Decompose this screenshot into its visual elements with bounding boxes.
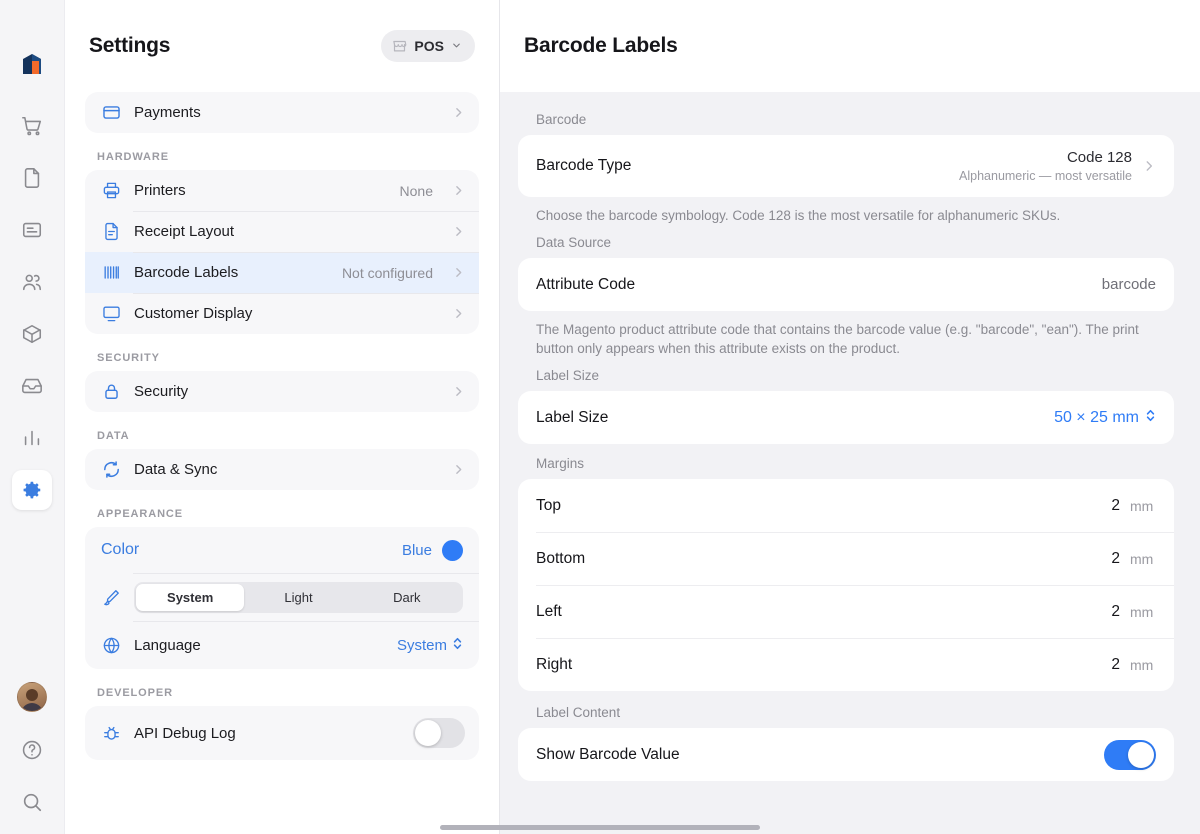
language-value: System <box>396 636 447 654</box>
section-label-data-source: Data Source <box>536 235 612 251</box>
display-icon <box>101 304 121 323</box>
attribute-code-value[interactable]: barcode <box>1101 276 1156 294</box>
help-icon[interactable] <box>12 730 52 770</box>
margin-right-value: 2 <box>1111 655 1120 673</box>
card-icon <box>101 103 121 122</box>
store-icon <box>392 39 407 54</box>
list-icon[interactable] <box>12 210 52 250</box>
theme-row <box>85 573 479 621</box>
show-barcode-value-label: Show Barcode Value <box>536 745 680 763</box>
group-label-appearance: APPEARANCE <box>97 508 184 520</box>
inbox-icon[interactable] <box>12 366 52 406</box>
sidebar-item-label: Customer Display <box>134 305 253 322</box>
label-content-panel <box>518 728 1174 781</box>
printer-icon <box>101 181 121 200</box>
icon-rail <box>0 0 65 834</box>
detail-panel <box>500 0 1200 834</box>
theme-option-light[interactable]: Light <box>284 589 313 605</box>
margin-bottom-row[interactable] <box>518 532 1174 585</box>
sidebar-item-label: Data & Sync <box>134 461 218 478</box>
language-label: Language <box>134 636 201 654</box>
group-label-hardware: HARDWARE <box>97 151 169 163</box>
section-label-margins: Margins <box>536 456 585 472</box>
label-size-value: 50 × 25 mm <box>1054 408 1139 426</box>
margin-left-label: Left <box>536 602 562 620</box>
chevron-updown-icon <box>452 636 463 655</box>
section-label-barcode: Barcode <box>536 112 587 127</box>
group-label-data: DATA <box>97 430 130 442</box>
margin-top-value: 2 <box>1111 496 1120 514</box>
sidebar-item-payments[interactable] <box>85 92 479 133</box>
sidebar-item-security[interactable] <box>85 371 479 412</box>
lock-icon <box>101 382 121 401</box>
chevron-right-icon <box>452 307 465 320</box>
section-label-label-content: Label Content <box>536 705 621 721</box>
appearance-card <box>85 527 479 669</box>
group-label-developer: DEVELOPER <box>97 687 173 699</box>
margins-panel <box>518 479 1174 691</box>
sidebar-item-value: Not configured <box>341 264 433 281</box>
margin-left-unit: mm <box>1130 603 1154 620</box>
section-label-label-size: Label Size <box>536 368 600 384</box>
margin-top-value-wrap[interactable] <box>1111 497 1156 515</box>
language-row[interactable] <box>85 621 479 669</box>
margin-left-value-wrap[interactable] <box>1111 603 1156 621</box>
security-card <box>85 371 479 412</box>
chevron-right-icon <box>452 225 465 238</box>
sidebar-item-label: Receipt Layout <box>134 223 235 240</box>
sidebar-item-label: Payments <box>134 104 201 121</box>
margin-top-unit: mm <box>1130 497 1154 514</box>
chevron-right-icon <box>452 266 465 279</box>
data-source-panel <box>518 258 1174 311</box>
margin-bottom-value-wrap[interactable] <box>1111 550 1156 568</box>
label-size-panel <box>518 391 1174 444</box>
color-swatch[interactable] <box>442 540 463 561</box>
bug-icon <box>101 724 121 743</box>
sidebar-item-label: Security <box>134 383 189 400</box>
settings-horizontal-scrollbar[interactable] <box>440 825 760 830</box>
barcode-type-row[interactable] <box>518 135 1174 197</box>
barcode-type-subvalue: Alphanumeric — most versatile <box>959 168 1132 183</box>
barcode-help-text: Choose the barcode symbology. Code 128 is the most versatile for alphanumeric SKUs. <box>536 208 1061 223</box>
sidebar-item-value: None <box>399 182 433 199</box>
chevron-right-icon <box>452 463 465 476</box>
chevron-right-icon <box>1142 159 1156 173</box>
margin-right-row[interactable] <box>518 638 1174 691</box>
color-value: Blue <box>401 541 432 559</box>
group-label-security: SECURITY <box>97 352 160 364</box>
sidebar-item-receipt-layout[interactable] <box>85 211 479 252</box>
barcode-type-value: Code 128 <box>1066 149 1132 167</box>
detail-title: Barcode Labels <box>524 34 678 57</box>
cart-icon[interactable] <box>12 106 52 146</box>
bar-chart-icon[interactable] <box>12 418 52 458</box>
barcode-icon <box>101 263 121 282</box>
barcode-type-value-wrap <box>959 148 1156 183</box>
receipt-icon <box>101 222 121 241</box>
theme-option-system[interactable]: System <box>136 584 244 611</box>
language-value-wrap[interactable] <box>397 636 463 655</box>
box-icon[interactable] <box>12 314 52 354</box>
gear-icon[interactable] <box>12 470 52 510</box>
data-card <box>85 449 479 490</box>
payments-card <box>85 92 479 133</box>
avatar[interactable] <box>17 682 47 712</box>
settings-header <box>65 0 499 92</box>
sidebar-item-printers[interactable] <box>85 170 479 211</box>
margin-right-unit: mm <box>1130 656 1154 673</box>
margin-left-row[interactable] <box>518 585 1174 638</box>
barcode-type-label: Barcode Type <box>536 157 632 174</box>
toggle-knob <box>1128 742 1154 768</box>
chevron-right-icon <box>452 184 465 197</box>
chevron-right-icon <box>452 385 465 398</box>
document-icon[interactable] <box>12 158 52 198</box>
developer-card <box>85 706 479 760</box>
sidebar-item-barcode-labels[interactable] <box>85 252 479 293</box>
toggle-knob <box>415 720 441 746</box>
search-icon[interactable] <box>12 782 52 822</box>
color-label: Color <box>101 541 140 558</box>
color-row[interactable] <box>85 527 479 573</box>
margin-bottom-value: 2 <box>1111 549 1120 567</box>
sidebar-item-label: Barcode Labels <box>134 264 239 281</box>
show-barcode-value-toggle[interactable] <box>1104 740 1156 770</box>
sidebar-item-customer-display[interactable] <box>85 293 479 334</box>
margin-bottom-unit: mm <box>1130 550 1154 567</box>
globe-icon <box>101 636 121 655</box>
margin-top-label: Top <box>536 496 561 514</box>
settings-panel <box>65 0 500 834</box>
sidebar-item-data-sync[interactable] <box>85 449 479 490</box>
barcode-type-value-stack <box>959 148 1132 183</box>
sync-icon <box>101 460 121 479</box>
store-selector-label: POS <box>414 38 444 54</box>
data-source-help-text: The Magento product attribute code that contains the barcode value (e.g. "barcode", "ean"). The print button only appears when this attribute exists on the product. <box>536 322 1139 357</box>
margin-left-value: 2 <box>1111 602 1120 620</box>
margin-top-row[interactable] <box>518 479 1174 532</box>
margin-right-value-wrap[interactable] <box>1111 656 1156 674</box>
settings-list[interactable] <box>65 92 499 834</box>
store-selector[interactable] <box>381 30 475 62</box>
page-title: Settings <box>89 34 171 57</box>
margin-right-label: Right <box>536 655 573 673</box>
theme-option-dark[interactable]: Dark <box>393 589 421 605</box>
label-size-value-wrap[interactable] <box>1054 408 1156 428</box>
detail-header <box>500 0 1200 92</box>
label-size-label: Label Size <box>536 408 609 426</box>
barcode-panel <box>518 135 1174 197</box>
attribute-code-label: Attribute Code <box>536 275 636 293</box>
hardware-card <box>85 170 479 334</box>
chevron-right-icon <box>452 106 465 119</box>
api-debug-log-label: API Debug Log <box>134 724 236 742</box>
api-debug-log-row[interactable] <box>85 706 479 760</box>
paintbrush-icon <box>101 588 121 607</box>
label-size-row[interactable] <box>518 391 1174 444</box>
margin-bottom-label: Bottom <box>536 549 586 567</box>
chevron-down-icon <box>451 38 462 54</box>
theme-segmented-control[interactable] <box>134 582 463 613</box>
api-debug-log-toggle[interactable] <box>413 718 465 748</box>
show-barcode-value-row[interactable] <box>518 728 1174 781</box>
attribute-code-row[interactable] <box>518 258 1174 311</box>
detail-content[interactable] <box>500 92 1200 834</box>
customers-icon[interactable] <box>12 262 52 302</box>
sidebar-item-label: Printers <box>134 182 186 199</box>
logo-icon[interactable] <box>12 44 52 84</box>
chevron-updown-icon <box>1145 408 1156 428</box>
